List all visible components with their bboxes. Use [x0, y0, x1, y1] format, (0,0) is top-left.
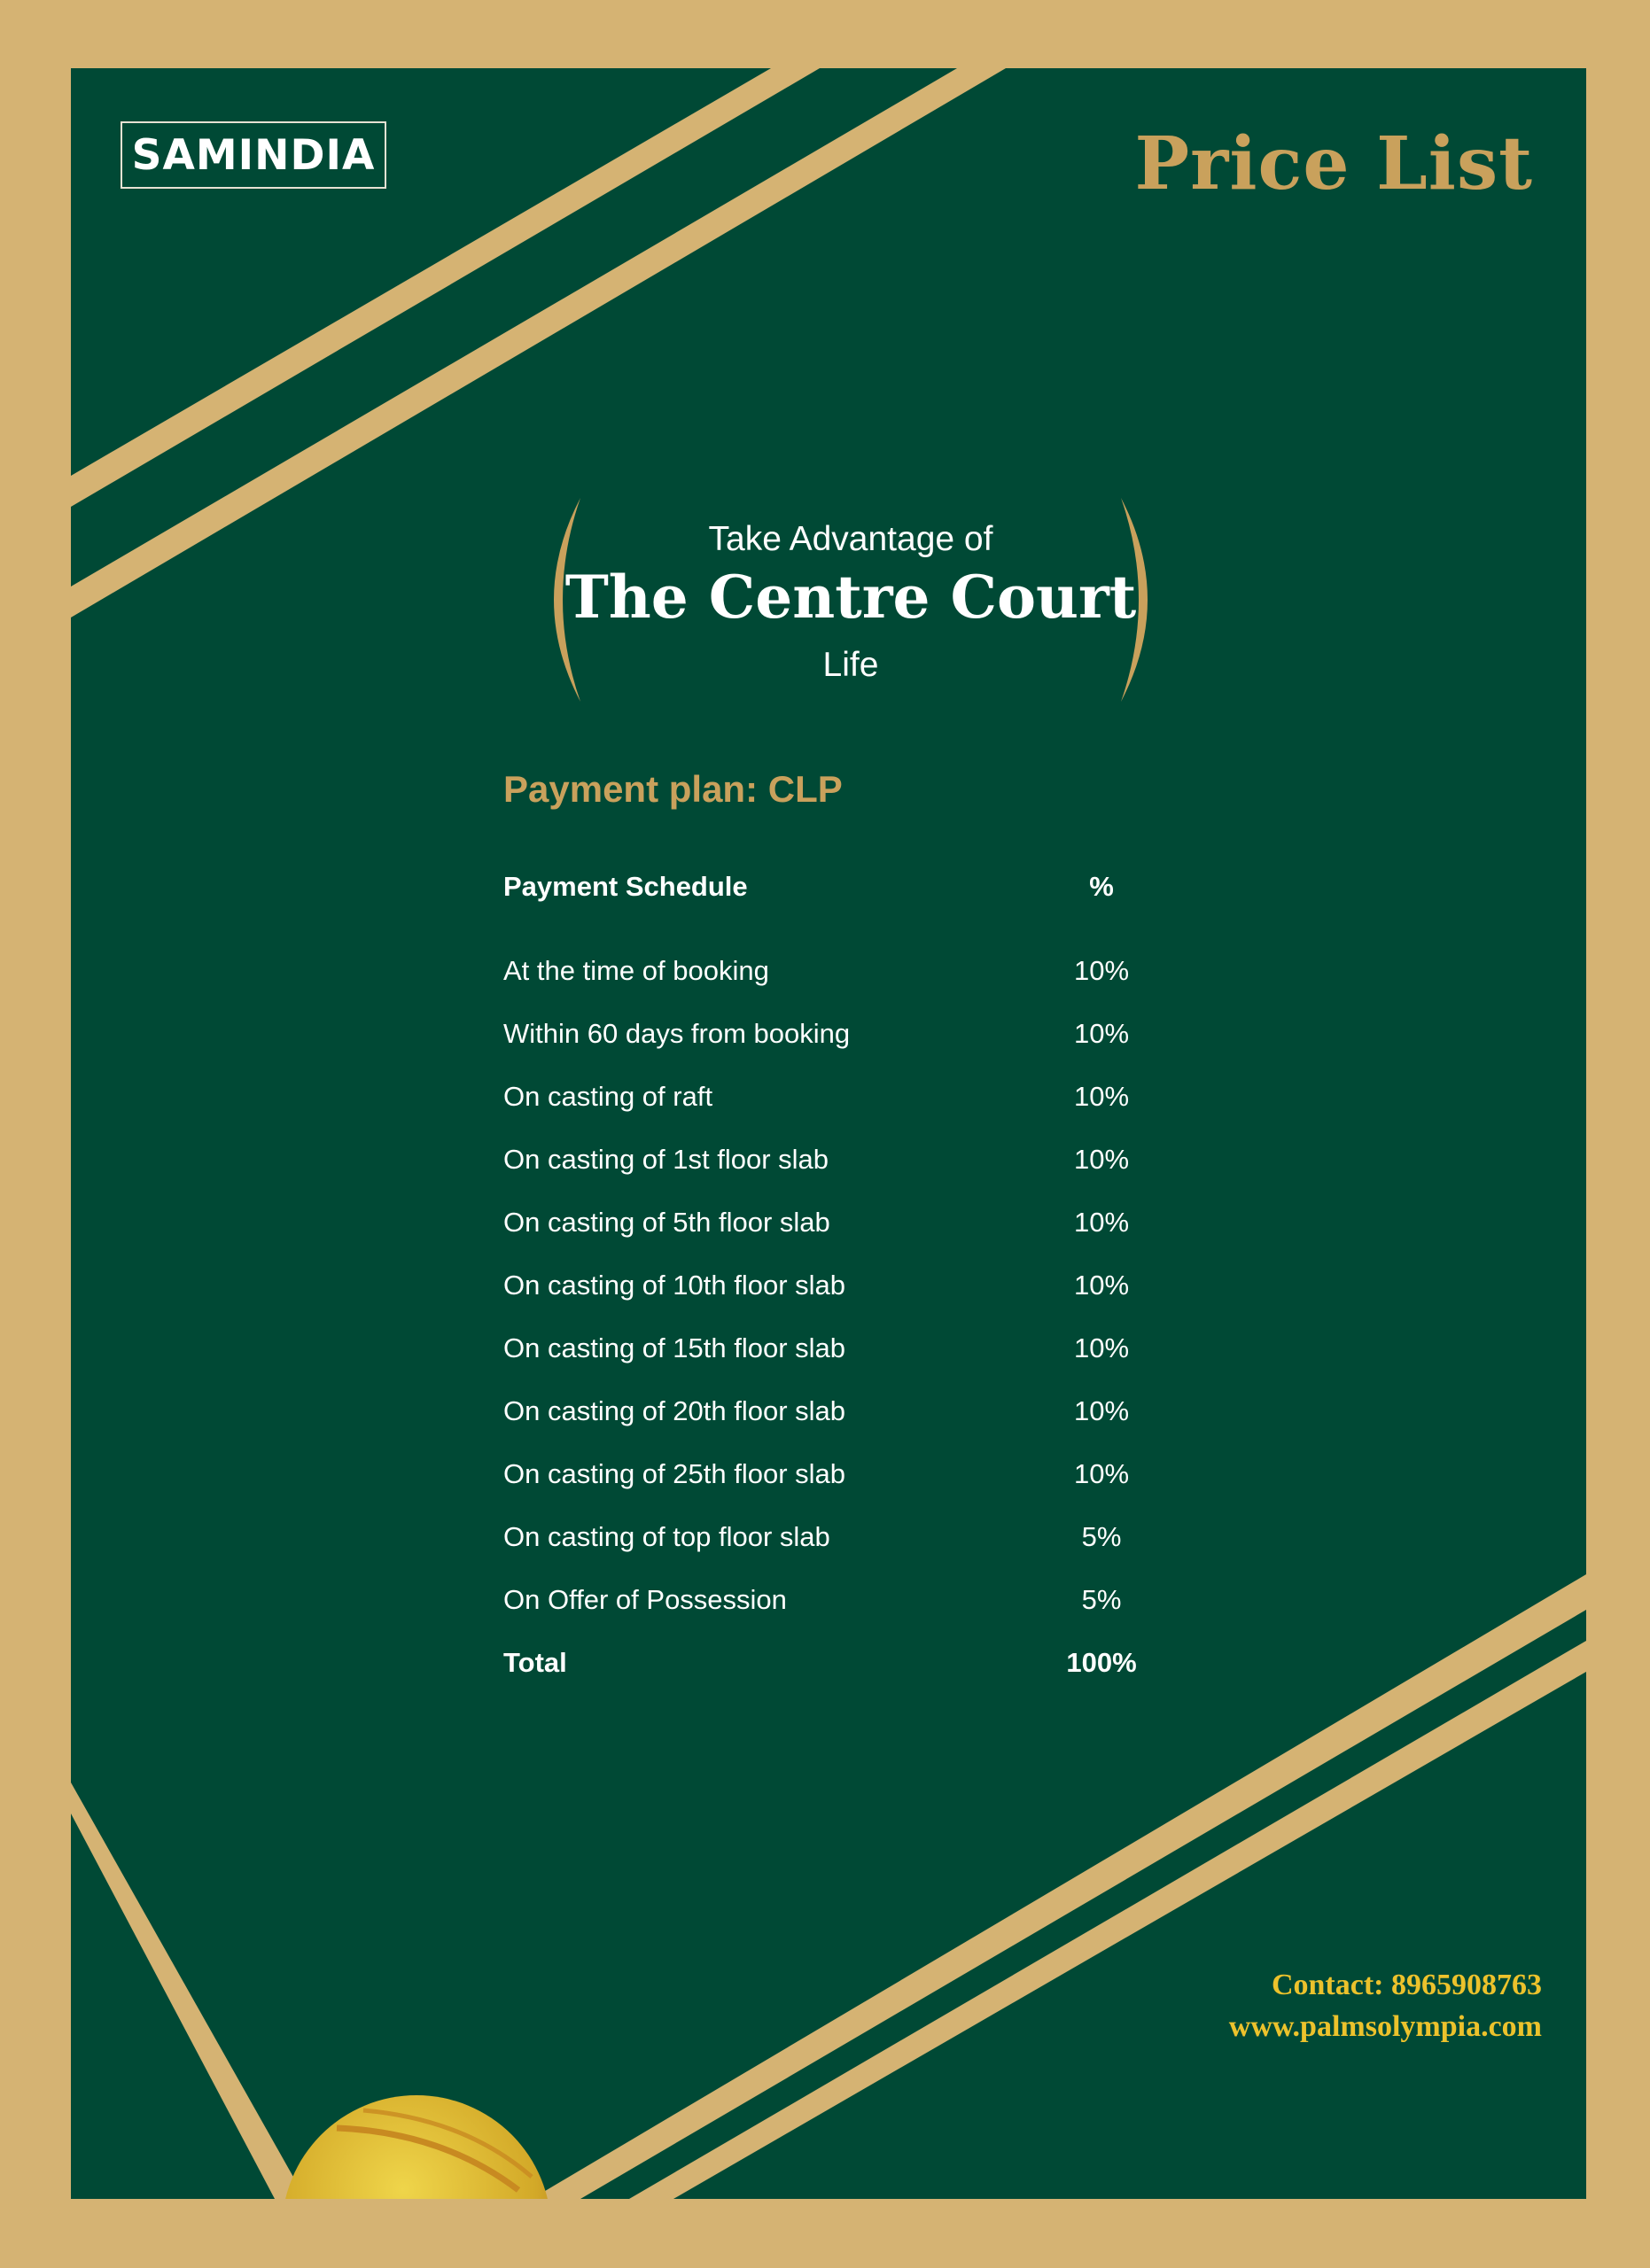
- row-label: At the time of booking: [503, 954, 769, 986]
- contact-website-link[interactable]: www.palmsolympia.com: [1228, 2010, 1542, 2043]
- contact-phone: Contact: 8965908763: [1271, 1969, 1542, 2001]
- row-pct: 10%: [1073, 1143, 1130, 1175]
- row-label: On casting of top floor slab: [503, 1520, 830, 1552]
- row-pct: 10%: [1073, 1332, 1130, 1363]
- table-row: [503, 1505, 1230, 1568]
- row-pct: 10%: [1073, 1206, 1130, 1238]
- table-row: [503, 1442, 1230, 1505]
- row-label: On casting of 15th floor slab: [503, 1332, 846, 1363]
- row-pct: 10%: [1073, 1080, 1130, 1112]
- row-pct: 5%: [1081, 1583, 1122, 1615]
- row-pct: 10%: [1073, 954, 1130, 986]
- page-title: Price List: [1134, 121, 1533, 206]
- schedule-header-label: Payment Schedule: [503, 871, 748, 902]
- schedule-header-pct: %: [1089, 871, 1114, 902]
- table-row: [503, 1065, 1230, 1128]
- tennis-ball-icon: [282, 2095, 551, 2199]
- payment-schedule-table: [503, 861, 1230, 1694]
- row-pct: 10%: [1073, 1017, 1130, 1049]
- hero-tagline: Life: [822, 646, 879, 684]
- table-row: [503, 1191, 1230, 1254]
- total-label: Total: [503, 1646, 567, 1678]
- row-label: On casting of 10th floor slab: [503, 1269, 846, 1301]
- hero-title: The Centre Court: [564, 563, 1137, 632]
- schedule-total-row: [503, 1631, 1230, 1694]
- row-label: On casting of 25th floor slab: [503, 1457, 846, 1489]
- row-pct: 10%: [1073, 1269, 1130, 1301]
- table-row: [503, 1254, 1230, 1317]
- samindia-logo: SAMINDIA: [121, 121, 386, 189]
- price-list-panel: [71, 68, 1586, 2199]
- row-label: On Offer of Possession: [503, 1583, 787, 1615]
- table-row: [503, 1317, 1230, 1379]
- row-pct: 5%: [1081, 1520, 1122, 1552]
- table-row: [503, 1002, 1230, 1065]
- contact-block: [1229, 1964, 1542, 2047]
- row-pct: 10%: [1073, 1457, 1130, 1489]
- table-row: [503, 1128, 1230, 1191]
- table-row: [503, 1379, 1230, 1442]
- row-label: On casting of 5th floor slab: [503, 1206, 830, 1238]
- table-row: [503, 939, 1230, 1002]
- row-pct: 10%: [1073, 1394, 1130, 1426]
- payment-plan-title: Payment plan: CLP: [503, 768, 843, 810]
- row-label: On casting of raft: [503, 1080, 713, 1112]
- row-label: On casting of 20th floor slab: [503, 1394, 846, 1426]
- total-pct: 100%: [1066, 1646, 1137, 1678]
- row-label: On casting of 1st floor slab: [503, 1143, 829, 1175]
- hero-block: [532, 493, 1170, 724]
- row-label: Within 60 days from booking: [503, 1017, 851, 1049]
- schedule-header-row: [503, 861, 1230, 913]
- hero-subtitle: Take Advantage of: [708, 520, 993, 558]
- table-row: [503, 1568, 1230, 1631]
